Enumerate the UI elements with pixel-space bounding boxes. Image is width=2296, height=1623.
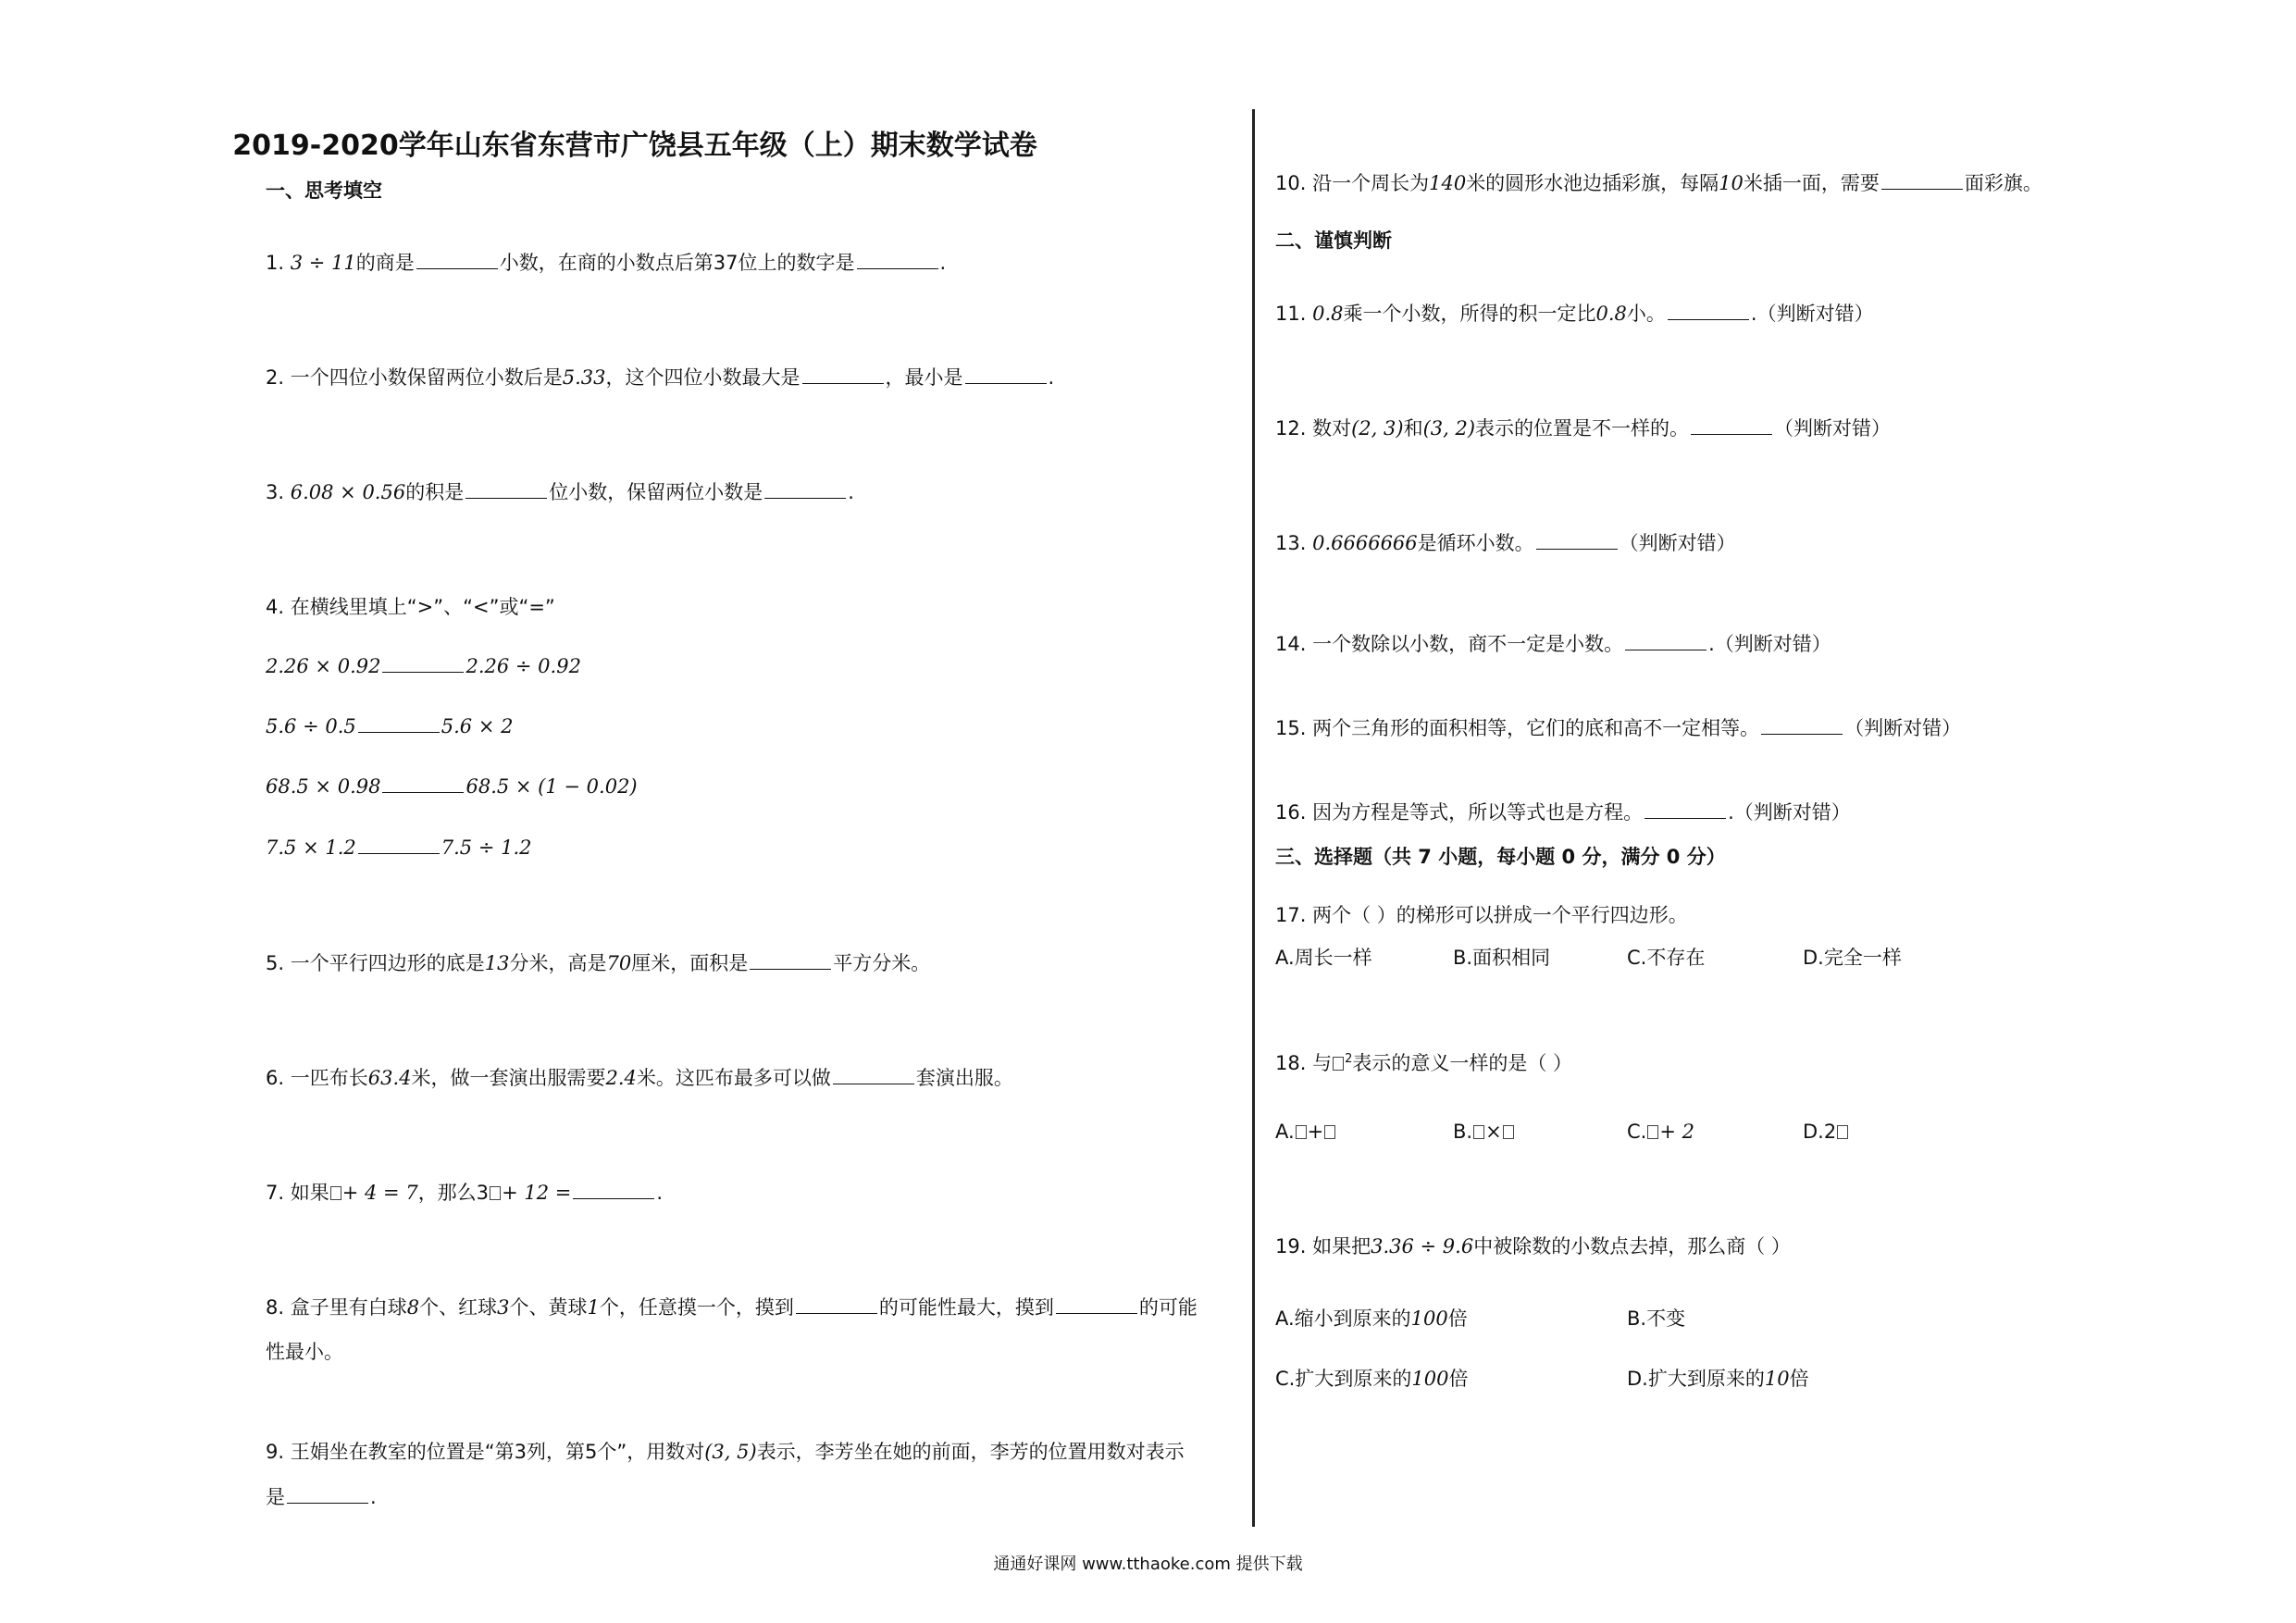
q7-equation-2: + 12 = xyxy=(502,1182,572,1204)
q3-blank-2[interactable] xyxy=(764,479,846,499)
q6-text-b: 米，做一套演出服需要 xyxy=(411,1067,606,1089)
q4-row-1-right: 2.26 ÷ 0.92 xyxy=(465,655,581,677)
q5-text-c: 厘米，面积是 xyxy=(631,952,749,974)
q9-line-2 xyxy=(266,1484,377,1510)
footer-source: 通通好课网 www.tthaoke.com 提供下载 xyxy=(993,1555,1303,1574)
q7-number: 7. xyxy=(266,1182,285,1204)
q19-option-a-num: 100 xyxy=(1410,1307,1448,1330)
q18-option-b-op: × xyxy=(1485,1121,1502,1143)
q1-text-b: 小数，在商的小数点后第37位上的数字是 xyxy=(499,252,855,274)
q19-option-c-suffix: 倍 xyxy=(1448,1368,1469,1390)
q18-option-d[interactable] xyxy=(1803,1119,1849,1145)
q8-value-3: 1 xyxy=(587,1296,600,1319)
q19-option-c[interactable] xyxy=(1275,1366,1468,1392)
q19-text-a: 如果把 xyxy=(1312,1235,1371,1258)
question-10 xyxy=(1275,170,2042,196)
q9-number: 9. xyxy=(266,1441,285,1463)
q17-text: 两个（ ）的梯形可以拼成一个平行四边形。 xyxy=(1312,904,1688,926)
q18-option-a[interactable] xyxy=(1275,1119,1336,1145)
q3-end: . xyxy=(848,481,854,503)
q8-text-c: 个、黄球 xyxy=(509,1296,588,1319)
q9-text-b: 表示，李芳坐在她的前面，李芳的位置用数对表示 xyxy=(756,1441,1185,1463)
q8-value-1: 8 xyxy=(406,1296,420,1319)
q3-text-a: 的积是 xyxy=(405,481,465,503)
question-8 xyxy=(266,1295,1198,1320)
q4-row-3 xyxy=(266,774,638,799)
q8-number: 8. xyxy=(266,1296,285,1319)
q7-blank[interactable] xyxy=(573,1180,654,1199)
q14-blank[interactable] xyxy=(1625,631,1706,650)
q19-option-a-label: A.缩小到原来的 xyxy=(1275,1307,1411,1330)
q2-number: 2. xyxy=(266,366,285,389)
q18-option-c-label: C. xyxy=(1627,1121,1647,1143)
q12-blank[interactable] xyxy=(1691,415,1772,435)
q9-text-line2: 是 xyxy=(266,1486,285,1508)
placeholder-box-icon xyxy=(1333,1057,1344,1071)
q19-option-a-suffix: 倍 xyxy=(1447,1307,1468,1330)
q18-option-b-label: B. xyxy=(1453,1121,1473,1143)
q6-blank[interactable] xyxy=(833,1065,914,1084)
q2-text-a: 一个四位小数保留两位小数后是 xyxy=(290,366,563,389)
q9-value: (3, 5) xyxy=(704,1441,757,1463)
q17-option-a[interactable]: A.周长一样 xyxy=(1275,947,1372,969)
placeholder-box-icon xyxy=(1837,1125,1848,1139)
q13-blank[interactable] xyxy=(1536,530,1618,550)
q6-text-a: 一匹布长 xyxy=(290,1067,368,1089)
q19-option-d-num: 10 xyxy=(1764,1368,1790,1390)
q19-value: 3.36 ÷ 9.6 xyxy=(1371,1235,1474,1258)
question-18: 18. 与 $^2$表示的意义一样的是（ ） xyxy=(1275,1052,1573,1074)
q12-value-2: (3, 2) xyxy=(1422,417,1476,440)
q1-blank-1[interactable] xyxy=(416,250,498,269)
q2-blank-1[interactable] xyxy=(802,365,884,384)
q7-text-b: ，那么3 xyxy=(417,1182,490,1204)
q9-blank[interactable] xyxy=(287,1484,368,1504)
q4-row-2 xyxy=(266,713,513,739)
q15-blank[interactable] xyxy=(1761,715,1843,735)
q6-value-2: 2.4 xyxy=(605,1067,637,1089)
q10-text-d: 面彩旗。 xyxy=(1964,172,2042,194)
q2-text-b: ，这个四位小数最大是 xyxy=(605,366,800,389)
q4-number: 4. xyxy=(266,596,285,618)
question-9 xyxy=(266,1439,1185,1465)
q4-row-2-blank[interactable] xyxy=(358,713,440,733)
q12-text-b: 和 xyxy=(1403,417,1423,440)
q4-row-1-blank[interactable] xyxy=(382,653,464,673)
q1-number: 1. xyxy=(266,252,285,274)
q5-text-b: 分米，高是 xyxy=(509,952,607,974)
q8-text-f: 的可能 xyxy=(1138,1296,1198,1319)
q5-number: 5. xyxy=(266,952,285,974)
q19-option-a[interactable] xyxy=(1275,1306,1468,1332)
q16-number: 16. xyxy=(1275,801,1307,824)
q11-number: 11. xyxy=(1275,303,1307,325)
q3-text-b: 位小数，保留两位小数是 xyxy=(549,481,763,503)
q18-text-a: 与 xyxy=(1312,1052,1333,1074)
placeholder-box-icon xyxy=(1647,1125,1658,1139)
q1-end: . xyxy=(939,252,947,274)
q7-equation-1: + 4 = 7 xyxy=(341,1182,418,1204)
q1-blank-2[interactable] xyxy=(857,250,938,269)
q5-value-1: 13 xyxy=(484,952,510,974)
q5-blank[interactable] xyxy=(750,950,831,970)
q15-number: 15. xyxy=(1275,717,1307,739)
q14-number: 14. xyxy=(1275,633,1307,655)
q18-option-c-op: + 2 xyxy=(1659,1121,1694,1143)
placeholder-box-icon xyxy=(1503,1125,1514,1139)
question-11 xyxy=(1275,301,1874,327)
q2-blank-2[interactable] xyxy=(965,365,1047,384)
q12-text-c: 表示的位置是不一样的。 xyxy=(1475,417,1690,440)
section-heading-judge: 二、谨慎判断 xyxy=(1275,229,1392,252)
q13-text-a: 是循环小数。 xyxy=(1417,532,1534,554)
q12-number: 12. xyxy=(1275,417,1307,440)
q10-value-1: 140 xyxy=(1429,172,1467,194)
q19-option-b[interactable]: B.不变 xyxy=(1627,1307,1686,1330)
q2-end: . xyxy=(1048,366,1055,389)
q15-text-b: （判断对错） xyxy=(1844,717,1962,739)
question-12 xyxy=(1275,415,1891,441)
q18-option-a-label: A. xyxy=(1275,1121,1295,1143)
q2-text-c: ，最小是 xyxy=(885,366,963,389)
q19-option-d-suffix: 倍 xyxy=(1789,1368,1809,1390)
question-7 xyxy=(266,1180,663,1206)
q19-option-d-label: D.扩大到原来的 xyxy=(1627,1368,1765,1390)
q19-option-d[interactable] xyxy=(1627,1366,1809,1392)
q18-option-d-label: D.2 xyxy=(1803,1121,1837,1143)
q8-line-2: 性最小。 xyxy=(266,1341,343,1363)
q17-option-d[interactable]: D.完全一样 xyxy=(1803,947,1902,969)
q1-expression: 3 ÷ 11 xyxy=(290,252,356,274)
q11-text-c: .（判断对错） xyxy=(1750,303,1874,325)
q18-option-b[interactable] xyxy=(1453,1119,1515,1145)
question-4 xyxy=(266,594,555,620)
q8-text-a: 盒子里有白球 xyxy=(290,1296,407,1319)
q1-text-a: 的商是 xyxy=(355,252,415,274)
q11-value-2: 0.8 xyxy=(1595,303,1627,325)
q10-text-a: 沿一个周长为 xyxy=(1312,172,1430,194)
q3-blank-1[interactable] xyxy=(465,479,547,499)
q8-text-e: 的可能性最大，摸到 xyxy=(878,1296,1054,1319)
q5-text-a: 一个平行四边形的底是 xyxy=(290,952,485,974)
q4-row-1-left: 2.26 × 0.92 xyxy=(266,655,381,677)
q18-option-c[interactable] xyxy=(1627,1119,1694,1145)
q13-number: 13. xyxy=(1275,532,1307,554)
q13-text-b: （判断对错） xyxy=(1619,532,1736,554)
q11-text-b: 小。 xyxy=(1626,303,1666,325)
question-6 xyxy=(266,1065,1013,1091)
q8-blank-2[interactable] xyxy=(1056,1295,1137,1314)
question-19 xyxy=(1275,1233,1791,1259)
q4-row-4-right: 7.5 ÷ 1.2 xyxy=(441,836,532,859)
q7-text-a: 如果 xyxy=(290,1182,329,1204)
q3-expression: 6.08 × 0.56 xyxy=(290,481,406,503)
placeholder-box-icon xyxy=(330,1186,341,1200)
q15-text-a: 两个三角形的面积相等，它们的底和高不一定相等。 xyxy=(1312,717,1760,739)
q9-text-a: 王娟坐在教室的位置是“第3列，第5个”，用数对 xyxy=(290,1441,705,1463)
question-5 xyxy=(266,950,930,976)
q13-value: 0.6666666 xyxy=(1312,532,1418,554)
q8-text-d: 个，任意摸一个，摸到 xyxy=(599,1296,794,1319)
q6-number: 6. xyxy=(266,1067,285,1089)
q8-text-b: 个、红球 xyxy=(419,1296,498,1319)
q17-number: 17. xyxy=(1275,904,1307,926)
q19-option-c-num: 100 xyxy=(1411,1368,1449,1390)
q16-text-a: 因为方程是等式，所以等式也是方程。 xyxy=(1312,801,1644,824)
q6-text-d: 套演出服。 xyxy=(915,1067,1013,1089)
q19-text-b: 中被除数的小数点去掉，那么商（ ） xyxy=(1473,1235,1791,1258)
question-1 xyxy=(266,250,946,276)
q19-option-c-label: C.扩大到原来的 xyxy=(1275,1368,1412,1390)
q10-text-b: 米的圆形水池边插彩旗，每隔 xyxy=(1466,172,1719,194)
q5-text-d: 平方分米。 xyxy=(833,952,931,974)
question-15 xyxy=(1275,715,1961,741)
q4-row-4-blank[interactable] xyxy=(358,835,440,854)
q11-text-a: 乘一个小数，所得的积一定比 xyxy=(1343,303,1596,325)
q8-blank-1[interactable] xyxy=(796,1295,877,1314)
section-heading-choice: 三、选择题（共 7 小题，每小题 0 分，满分 0 分） xyxy=(1275,846,1726,868)
q16-text-b: .（判断对错） xyxy=(1728,801,1851,824)
q12-value-1: (2, 3) xyxy=(1351,417,1404,440)
q14-text-b: .（判断对错） xyxy=(1708,633,1831,655)
q11-blank[interactable] xyxy=(1668,301,1749,320)
q4-row-3-right: 68.5 × (1 − 0.02) xyxy=(465,775,638,798)
q12-text-d: （判断对错） xyxy=(1774,417,1892,440)
q6-text-c: 米。这匹布最多可以做 xyxy=(636,1067,831,1089)
question-2 xyxy=(266,365,1054,390)
q4-row-2-left: 5.6 ÷ 0.5 xyxy=(266,715,356,737)
q11-value-1: 0.8 xyxy=(1312,303,1344,325)
question-17 xyxy=(1275,902,1688,928)
q12-text-a: 数对 xyxy=(1312,417,1352,440)
q4-row-4 xyxy=(266,835,532,861)
q18-number: 18. xyxy=(1275,1052,1307,1074)
placeholder-box-icon xyxy=(1296,1125,1307,1139)
q4-text: 在横线里填上“>”、“<”或“=” xyxy=(290,596,555,618)
question-14 xyxy=(1275,631,1831,657)
q10-number: 10. xyxy=(1275,172,1307,194)
q17-option-b[interactable]: B.面积相同 xyxy=(1453,947,1551,969)
q18-text-b: 表示的意义一样的是（ ） xyxy=(1352,1052,1573,1074)
q4-row-4-left: 7.5 × 1.2 xyxy=(266,836,356,859)
q18-option-a-op: + xyxy=(1307,1121,1324,1143)
q4-row-2-right: 5.6 × 2 xyxy=(441,715,514,737)
q19-number: 19. xyxy=(1275,1235,1307,1258)
q2-value: 5.33 xyxy=(562,366,606,389)
q16-blank[interactable] xyxy=(1644,799,1726,819)
placeholder-box-icon xyxy=(490,1186,501,1200)
placeholder-box-icon xyxy=(1324,1125,1335,1139)
question-16 xyxy=(1275,799,1851,825)
q6-value-1: 63.4 xyxy=(367,1067,412,1089)
q14-text-a: 一个数除以小数，商不一定是小数。 xyxy=(1312,633,1624,655)
question-3 xyxy=(266,479,854,505)
q10-value-2: 10 xyxy=(1719,172,1744,194)
question-13 xyxy=(1275,530,1736,556)
q8-value-2: 3 xyxy=(497,1296,510,1319)
section-heading-fill: 一、思考填空 xyxy=(266,180,382,202)
column-divider xyxy=(1252,109,1255,1527)
q10-blank[interactable] xyxy=(1881,170,1963,190)
q3-number: 3. xyxy=(266,481,285,503)
q9-end: . xyxy=(370,1486,377,1508)
page-title: 2019-2020学年山东省东营市广饶县五年级（上）期末数学试卷 xyxy=(232,130,1037,162)
q10-text-c: 米插一面，需要 xyxy=(1743,172,1880,194)
q4-row-3-blank[interactable] xyxy=(382,774,464,793)
q5-value-2: 70 xyxy=(606,952,632,974)
placeholder-box-icon xyxy=(1473,1125,1484,1139)
q7-end: . xyxy=(656,1182,664,1204)
q17-option-c[interactable]: C.不存在 xyxy=(1627,947,1706,969)
q4-row-3-left: 68.5 × 0.98 xyxy=(266,775,381,798)
q4-row-1 xyxy=(266,653,581,679)
